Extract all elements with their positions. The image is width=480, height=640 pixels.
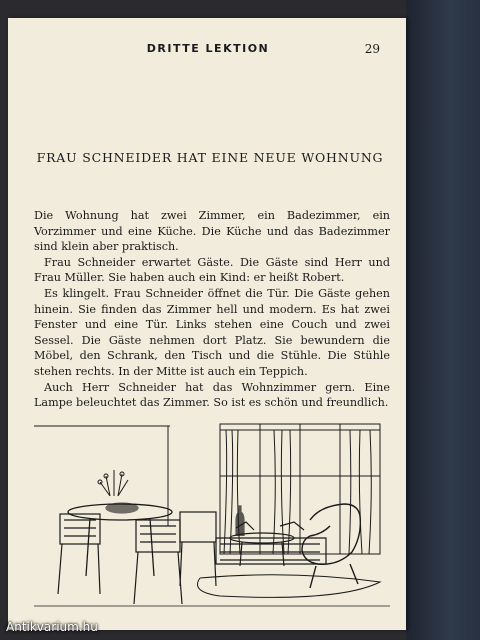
running-head: DRITTE LEKTION [146,42,270,55]
watermark: Antikvarium.hu [6,620,98,634]
book-page [8,18,406,630]
body-text [34,208,390,411]
page-number: 29 [364,42,380,56]
dining-chairs [58,512,216,604]
living-room-illustration [30,416,392,616]
book-spine-background [406,0,480,640]
coffee-table [230,506,294,566]
lesson-title: FRAU SCHNEIDER HAT EINE NEUE WOHNUNG [36,150,384,165]
paragraph: Die Wohnung hat zwei Zimmer, ein Badezimmer, ein Vorzimmer und eine Küche. Die Küche und das Badezimmer sind klein aber praktisch. [34,209,390,254]
page-header [8,42,406,60]
paragraph: Frau Schneider erwartet Gäste. Die Gäste sind Herr und Frau Müller. Sie haben auch ein Kind: er heißt Robert. [34,255,390,285]
rug [198,575,381,598]
flower-vase [98,470,128,496]
paragraph: Auch Herr Schneider hat das Wohnzimmer gern. Eine Lampe beleuchtet das Zimmer. So ist es schön und freundlich. [34,380,390,410]
paragraph: Es klingelt. Frau Schneider öffnet die Tür. Die Gäste gehen hinein. Sie finden das Zimmer hell und modern. Es hat zwei Fenster und eine Tür. Links stehen eine Couch und zwei Sessel. Die Gäste nehmen dort Platz. Sie bewundern die Möbel, den Schrank, den Tisch und die Stühle. Die Stühle stehen rechts. In der Mitte ist auch ein Teppich. [34,286,390,378]
